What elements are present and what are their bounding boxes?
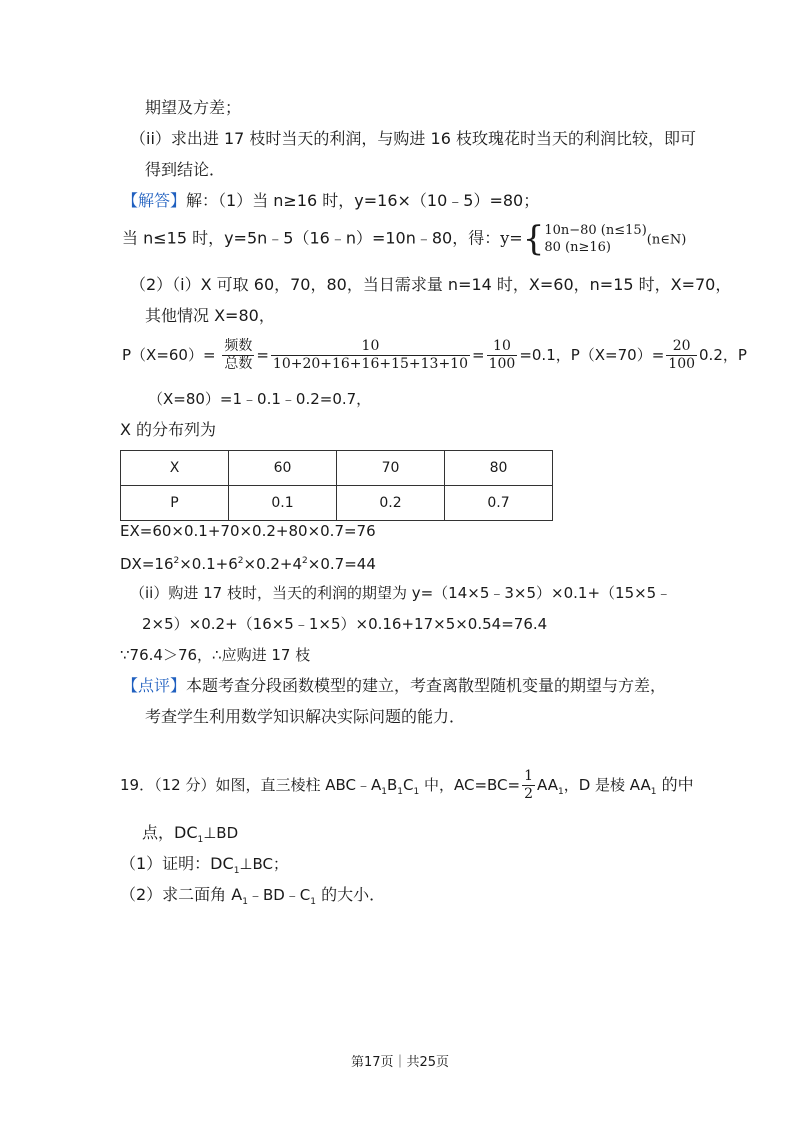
fraction-denominator: 总数 [224,356,253,372]
q19-part: B [386,776,398,794]
text-line: （ii）求出进 17 枝时当天的利润，与购进 16 枝玫瑰花时当天的利润比较，即可 [130,129,696,148]
piecewise-line [122,219,687,262]
variance-part: ×0.7=44 [307,555,376,573]
table-cell: 0.2 [337,486,445,521]
q19-part: 19．（12 分）如图，直三棱柱 ABC﹣A [120,776,382,794]
subscript: 1 [397,787,403,797]
q19-part: ⊥BD [203,824,239,842]
piecewise-lead: 当 n≤15 时，y=5n﹣5（16﹣n）=10n﹣80，得： [122,228,501,248]
table-cell: 80 [445,451,553,486]
probability-mid: =0.1，P（X=70）= [519,346,665,364]
distribution-table [120,450,553,521]
question-19-line [120,768,694,808]
text-line: （X=80）=1﹣0.1﹣0.2=0.7， [148,390,372,408]
q19-part: AA [537,776,558,794]
table-cell: 70 [337,451,445,486]
q19-part: ﹣BD﹣C [247,886,311,904]
q19-part: ⊥BC； [239,855,288,873]
variance-part: ×0.2+4 [243,555,303,573]
y-equals: y= [500,228,523,248]
answer-tag: 【解答】 [122,191,187,210]
comment-line [122,675,666,697]
text-line: 期望及方差； [145,98,242,117]
subscript: 1 [197,835,204,845]
subscript: 1 [242,897,248,907]
q19-part: （2）求二面角 A [120,885,243,904]
equals: = [256,346,269,364]
fraction [487,338,518,373]
case-row: 80 (n≥16) [544,240,611,255]
fraction [666,338,697,373]
q19-part: （1）证明：DC [120,854,234,873]
text-line: ∵76.4＞76，∴应购进 17 枝 [120,646,311,664]
p-x60: P（X=60）= [122,346,216,364]
fraction [522,768,535,803]
q19-part: 中，AC=BC= [419,776,521,794]
q19-part: ，D 是棱 AA [563,776,651,794]
table-cell: 0.1 [229,486,337,521]
fraction-denominator: 100 [668,356,696,372]
text-line [120,853,288,882]
fraction [222,338,254,373]
cases-block [544,222,646,256]
subscript: 1 [310,897,317,907]
text-line: 考查学生利用数学知识解决实际问题的能力． [145,707,466,726]
subscript: 1 [381,787,387,797]
q19-part: C [403,776,414,794]
q19-part: 的大小． [316,885,386,904]
fraction-denominator: 100 [488,356,516,372]
subscript: 1 [650,787,657,797]
fraction-numerator: 10 [271,338,470,356]
subscript: 1 [557,787,564,797]
superscript: 2 [302,556,308,566]
brace-icon: { [522,219,545,259]
text-line: （ii）购进 17 枝时，当天的利润的期望为 y=（14×5﹣3×5）×0.1+（15×5﹣ [130,584,672,602]
text-line [120,884,385,913]
page-footer: 第17页｜共25页 [350,1055,450,1070]
superscript: 2 [173,556,180,566]
q19-part: 点，DC [142,823,198,842]
fraction-denominator: 10+20+16+16+15+13+10 [272,356,468,372]
text-line: 得到结论． [145,160,226,179]
fraction-numerator: 10 [487,338,518,356]
variance-part: ×0.1+6 [179,555,238,573]
domain-note: (n∈N) [646,232,687,248]
equals: = [472,346,485,364]
fraction-numerator: 20 [666,338,697,356]
table-cell: 0.7 [445,486,553,521]
table-row [121,486,553,521]
fraction-denominator: 2 [524,786,534,802]
solution-line [122,190,539,212]
probability-end: 0.2，P [699,346,747,364]
case-row: 10n−80 (n≤15) [544,223,647,238]
subscript: 1 [233,866,240,876]
expectation-line: EX=60×0.1+70×0.2+80×0.7=76 [120,522,376,540]
table-row [121,451,553,486]
text-line [142,822,238,851]
text-line: X 的分布列为 [120,420,217,439]
fraction-numerator: 频数 [224,338,253,354]
solution-text: 解：（1）当 n≥16 时，y=16×（10﹣5）=80； [186,191,540,210]
text-line: （2）（i）X 可取 60，70，80，当日需求量 n=14 时，X=60，n=15 时，X=70， [130,275,732,294]
variance-line [120,550,376,575]
text-line: 2×5）×0.2+（16×5﹣1×5）×0.16+17×5×0.54=76.4 [142,615,548,633]
table-cell: X [121,451,229,486]
variance-part: DX=16 [120,555,174,573]
text-line: 其他情况 X=80， [145,306,275,325]
superscript: 2 [237,556,244,566]
fraction-numerator: 1 [524,768,534,784]
subscript: 1 [413,787,420,797]
table-cell: P [121,486,229,521]
comment-text: 本题考查分段函数模型的建立，考查离散型随机变量的期望与方差， [186,676,667,695]
probability-line [122,338,747,378]
q19-part: 的中 [656,775,694,794]
fraction [271,338,470,373]
table-cell: 60 [229,451,337,486]
comment-tag: 【点评】 [122,676,187,695]
